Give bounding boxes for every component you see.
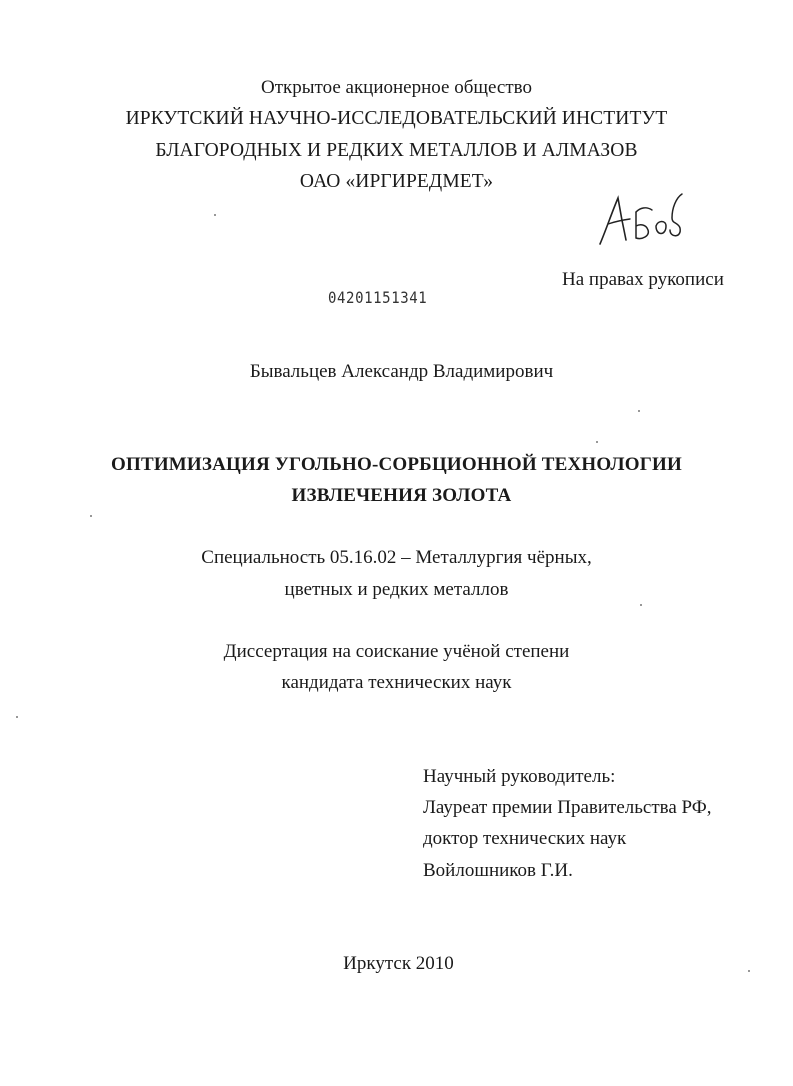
supervisor-name: Войлошников Г.И. [423,860,573,881]
supervisor-award: Лауреат премии Правительства РФ, [423,797,712,818]
supervisor-degree: доктор технических наук [423,828,627,849]
scan-speck [748,970,750,972]
degree-line1: Диссертация на соискание учёной степени [223,641,570,662]
handwritten-signature [596,190,691,252]
scan-speck [640,604,642,606]
dissertation-title-line2: ИЗВЛЕЧЕНИЯ ЗОЛОТА [291,485,512,506]
supervisor-label: Научный руководитель: [423,766,616,787]
scan-speck [90,515,92,517]
specialty-line1: Специальность 05.16.02 – Металлургия чёрных, [201,547,592,568]
author-name: Бывальцев Александр Владимирович [249,361,554,382]
org-type: Открытое акционерное общество [261,77,532,98]
scan-speck [596,441,598,443]
institute-name-line1: ИРКУТСКИЙ НАУЧНО-ИССЛЕДОВАТЕЛЬСКИЙ ИНСТИТУТ [125,108,668,129]
scan-speck [214,214,216,216]
specialty-line2: цветных и редких металлов [284,579,509,600]
institute-name-line2: БЛАГОРОДНЫХ И РЕДКИХ МЕТАЛЛОВ И АЛМАЗОВ [155,140,638,161]
institute-short-name: ОАО «ИРГИРЕДМЕТ» [299,171,494,192]
place-and-year: Иркутск 2010 [343,953,454,974]
scan-speck [638,410,640,412]
degree-line2: кандидата технических наук [281,672,512,693]
scan-speck [16,716,18,718]
dissertation-title-line1: ОПТИМИЗАЦИЯ УГОЛЬНО-СОРБЦИОННОЙ ТЕХНОЛОГИИ [110,454,683,475]
manuscript-rights: На правах рукописи [562,269,724,290]
registration-number: 04201151341 [328,289,428,308]
